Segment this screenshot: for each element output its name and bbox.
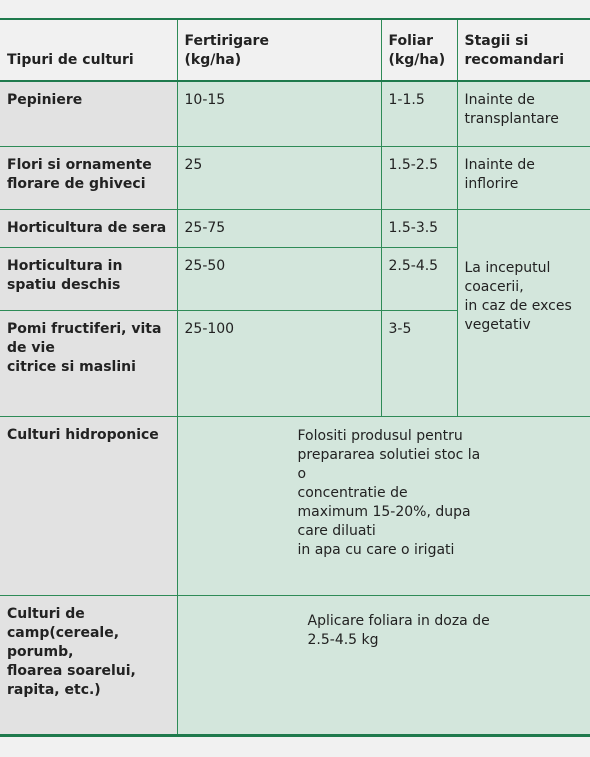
crop-name: Culturi de camp(cereale, porumb, floarea soarelui, rapita, etc.) (0, 595, 177, 735)
field-crop-instructions: Aplicare foliara in doza de 2.5-4.5 kg (177, 595, 590, 735)
crop-name: Pepiniere (0, 81, 177, 146)
table-row (0, 146, 590, 209)
header-fertirigation: Fertirigare (kg/ha) (177, 19, 381, 81)
crop-name: Culturi hidroponice (0, 416, 177, 595)
foliar-value: 1-1.5 (381, 81, 457, 146)
foliar-value: 1.5-2.5 (381, 146, 457, 209)
fertirigation-value: 10-15 (177, 81, 381, 146)
fertirigation-value: 25-75 (177, 209, 381, 247)
fertirigation-value: 25-100 (177, 310, 381, 416)
crop-name: Flori si ornamente florare de ghiveci (0, 146, 177, 209)
table-row (0, 209, 590, 247)
crop-name: Horticultura de sera (0, 209, 177, 247)
foliar-value: 1.5-3.5 (381, 209, 457, 247)
header-crop-type: Tipuri de culturi (0, 19, 177, 81)
table-row (0, 416, 590, 595)
table-row (0, 81, 590, 146)
hydroponic-instructions: Folositi produsul pentru prepararea solutiei stoc la o concentratie de maximum 15-20%, dupa care diluati in apa cu care o irigati (177, 416, 590, 595)
foliar-value: 3-5 (381, 310, 457, 416)
crop-name: Horticultura in spatiu deschis (0, 247, 177, 310)
stage-recommendation: Inainte de transplantare (457, 81, 590, 146)
table-row (0, 595, 590, 735)
header-stages: Stagii si recomandari (457, 19, 590, 81)
fertilizer-dosage-table (0, 18, 590, 737)
table-header-row (0, 19, 590, 81)
stage-recommendation: Inainte de inflorire (457, 146, 590, 209)
fertilizer-table-container (0, 18, 590, 737)
crop-name: Pomi fructiferi, vita de vie citrice si maslini (0, 310, 177, 416)
shared-stage-recommendation: La inceputul coacerii, in caz de exces vegetativ (457, 209, 590, 416)
fertirigation-value: 25-50 (177, 247, 381, 310)
foliar-value: 2.5-4.5 (381, 247, 457, 310)
header-foliar: Foliar (kg/ha) (381, 19, 457, 81)
fertirigation-value: 25 (177, 146, 381, 209)
